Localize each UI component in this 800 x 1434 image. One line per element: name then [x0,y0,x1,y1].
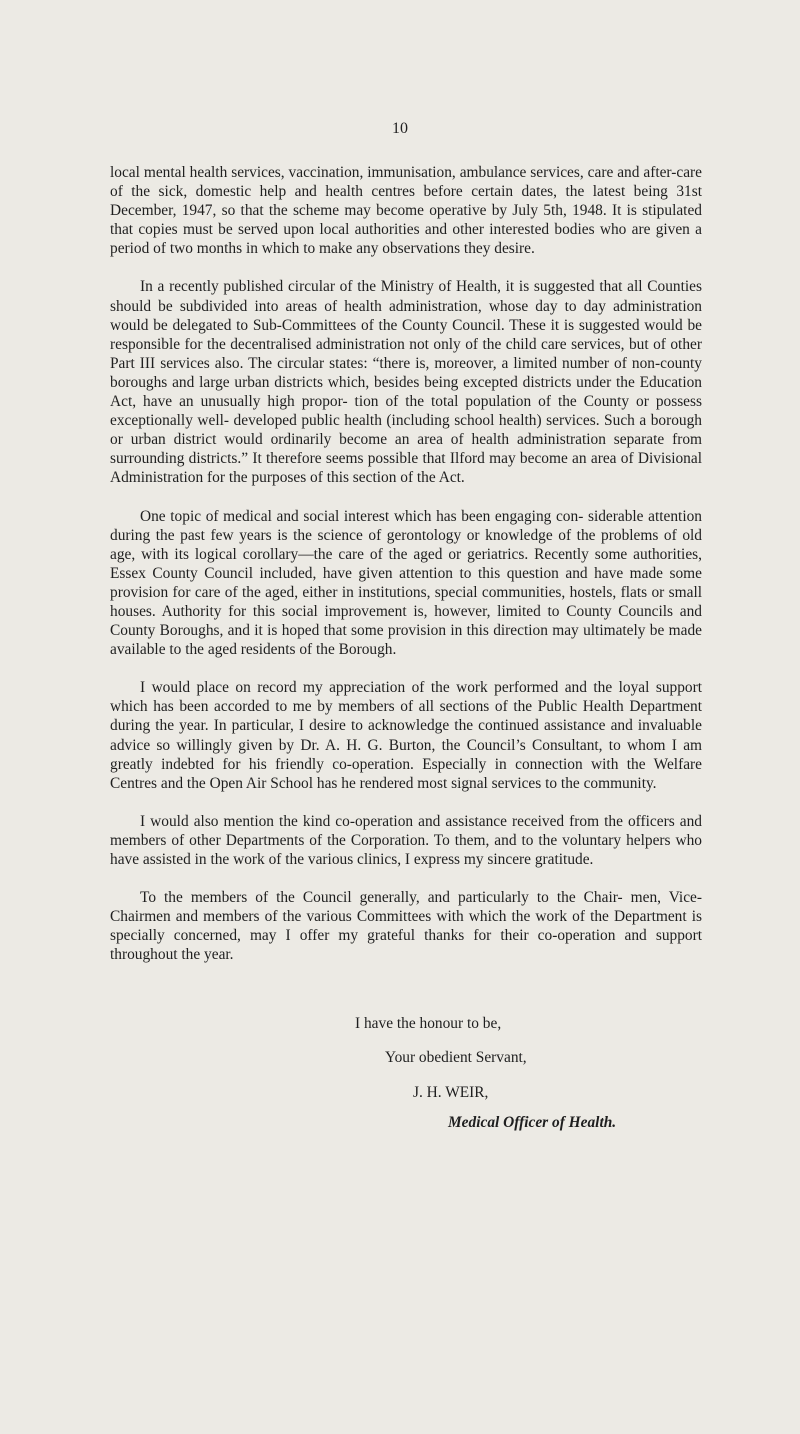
paragraph-thanks: To the members of the Council generally, and particularly to the Chair- men, Vice-Chairmen and members of the various Committees with which the work of the Department is specially concerned, may I offer my grateful thanks for their co-operation and support throughout the year. [110,889,702,964]
paragraph-co-operation: I would also mention the kind co-operation and assistance received from the officers and members of other Departments of the Corporation. To them, and to the voluntary helpers who have assisted in the work of the various clinics, I express my sincere gratitude. [110,812,702,868]
paragraph-continuation: local mental health services, vaccination, immunisation, ambulance services, care and after-care of the sick, domestic help and health centres before certain dates, the latest being 31st December, 1947, so that the scheme may become operative by July 5th, 1948. It is stipulated that copies must be served upon local authorities and other interested bodies who are given a period of two months in which to make any observations they desire. [110,164,702,258]
closing-servant: Your obedient Servant, [385,1049,527,1066]
signatory-title: Medical Officer of Health. [448,1114,617,1131]
closing-honour: I have the honour to be, [355,1015,502,1032]
paragraph-gerontology: One topic of medical and social interest which has been engaging con- siderable attention during the past few years is the science of gerontology or knowledge of the problems of old age, with its logical corollary—the care of the aged or geriatrics. Recently some authorities, Essex County Council included, have given attention to this question and have made some provision for care of the aged, either in institutions, special communities, hostels, flats or small houses. Authority for this social improvement is, however, limited to County Councils and County Boroughs, and it is hoped that some provision in this direction may ultimately be made available to the aged residents of the Borough. [110,507,702,659]
page-number: 10 [392,120,408,137]
paragraph-ministry-circular: In a recently published circular of the Ministry of Health, it is suggested that all Counties should be subdivided into areas of health administration, whose day to day administration would be delegated to Sub-Committees of the County Council. These it is suggested would be responsible for the decentralised administration not only of the child care services, but of other Part III services also. The circular states: “there is, moreover, a limited number of non-county boroughs and large urban districts which, besides being excepted districts under the Education Act, have an unusually high propor- tion of the total population of the County or possess exceptionally well- developed public health (including school health) services. Such a borough or urban district would ordinarily become an area of health administration separate from surrounding districts.” It therefore seems possible that Ilford may become an area of Divisional Administration for the purposes of this section of the Act. [110,278,702,487]
paragraph-appreciation: I would place on record my appreciation of the work performed and the loyal support which has been accorded to me by members of all sections of the Public Health Department during the year. In particular, I desire to acknowledge the continued assistance and invaluable advice so willingly given by Dr. A. H. G. Burton, the Council’s Consultant, to whom I am greatly indebted for his friendly co-operation. Especially in connection with the Welfare Centres and the Open Air School has he rendered most signal services to the community. [110,679,702,792]
signatory-name: J. H. WEIR, [413,1084,489,1101]
body-text [110,163,702,983]
